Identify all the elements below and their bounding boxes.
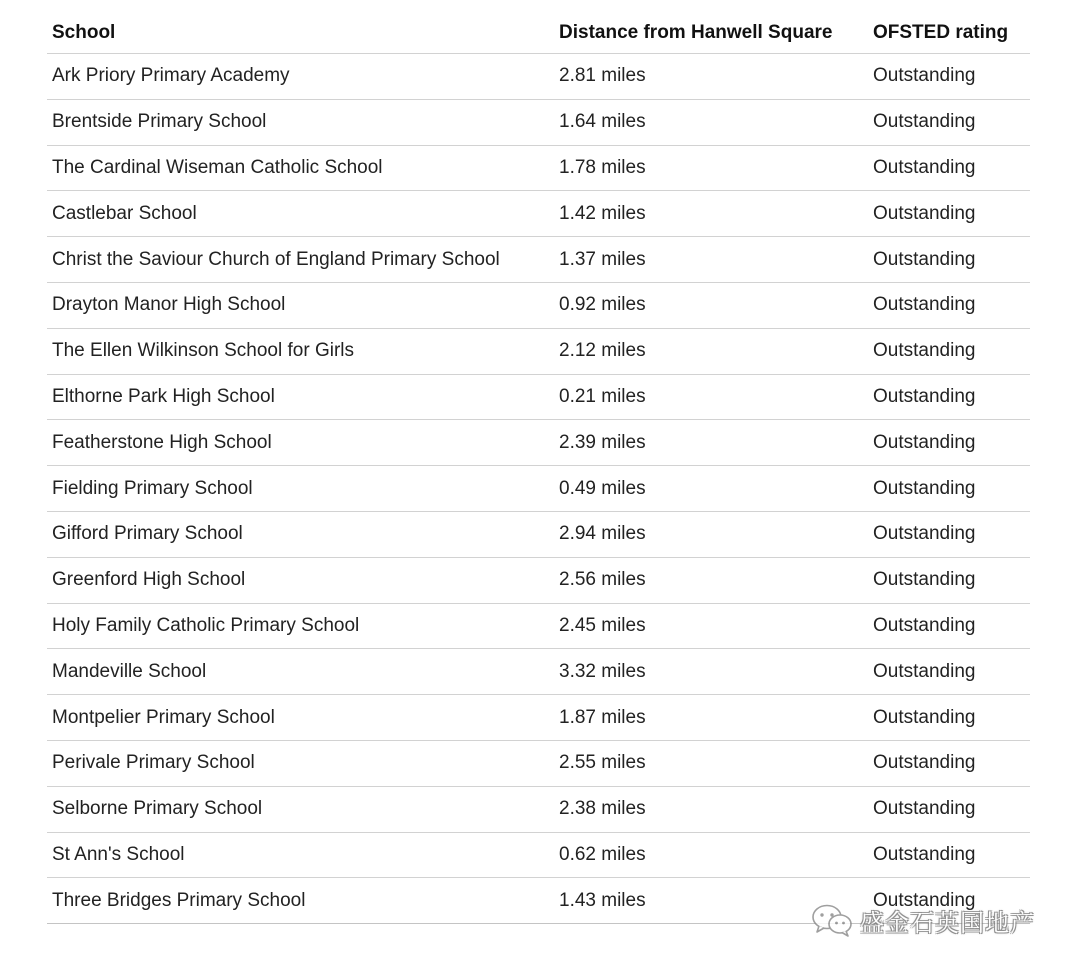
header-school: School [47,12,554,54]
cell-rating: Outstanding [868,282,1030,328]
cell-distance: 0.62 miles [554,832,868,878]
table-row [47,328,1030,374]
cell-rating: Outstanding [868,237,1030,283]
cell-school: Gifford Primary School [47,511,554,557]
cell-rating: Outstanding [868,54,1030,100]
table-row [47,557,1030,603]
cell-distance: 1.87 miles [554,695,868,741]
cell-distance: 2.39 miles [554,420,868,466]
table-row [47,511,1030,557]
cell-school: The Ellen Wilkinson School for Girls [47,328,554,374]
cell-school: The Cardinal Wiseman Catholic School [47,145,554,191]
cell-rating: Outstanding [868,466,1030,512]
cell-rating: Outstanding [868,374,1030,420]
cell-rating: Outstanding [868,420,1030,466]
cell-school: Three Bridges Primary School [47,878,554,924]
wechat-icon [810,902,854,938]
table-row [47,832,1030,878]
header-rating: OFSTED rating [868,12,1030,54]
cell-distance: 0.21 miles [554,374,868,420]
cell-school: Castlebar School [47,191,554,237]
cell-distance: 2.94 miles [554,511,868,557]
table-header [47,12,1030,54]
watermark-text: 盛金石英国地产 [860,908,1035,937]
header-distance: Distance from Hanwell Square [554,12,868,54]
table-row [47,649,1030,695]
school-table-container [47,12,1030,924]
cell-rating: Outstanding [868,832,1030,878]
cell-school: Montpelier Primary School [47,695,554,741]
table-row [47,237,1030,283]
table-row [47,145,1030,191]
cell-distance: 1.43 miles [554,878,868,924]
cell-distance: 1.42 miles [554,191,868,237]
table-row [47,374,1030,420]
cell-rating: Outstanding [868,511,1030,557]
watermark [810,902,1035,938]
cell-distance: 1.64 miles [554,99,868,145]
cell-school: St Ann's School [47,832,554,878]
cell-school: Mandeville School [47,649,554,695]
table-row [47,99,1030,145]
cell-distance: 2.45 miles [554,603,868,649]
cell-rating: Outstanding [868,603,1030,649]
cell-rating: Outstanding [868,878,1030,924]
cell-distance: 2.56 miles [554,557,868,603]
table-row [47,54,1030,100]
cell-school: Brentside Primary School [47,99,554,145]
header-row [47,12,1030,54]
cell-distance: 2.38 miles [554,786,868,832]
cell-school: Greenford High School [47,557,554,603]
cell-distance: 2.12 miles [554,328,868,374]
table-body [47,54,1030,924]
cell-distance: 2.55 miles [554,740,868,786]
cell-school: Selborne Primary School [47,786,554,832]
cell-school: Drayton Manor High School [47,282,554,328]
cell-school: Ark Priory Primary Academy [47,54,554,100]
table-row [47,695,1030,741]
table-row [47,191,1030,237]
cell-school: Perivale Primary School [47,740,554,786]
cell-school: Christ the Saviour Church of England Primary School [47,237,554,283]
cell-distance: 1.78 miles [554,145,868,191]
cell-distance: 2.81 miles [554,54,868,100]
cell-school: Holy Family Catholic Primary School [47,603,554,649]
table-row [47,282,1030,328]
cell-rating: Outstanding [868,740,1030,786]
cell-school: Featherstone High School [47,420,554,466]
school-table [47,12,1030,924]
cell-school: Elthorne Park High School [47,374,554,420]
cell-rating: Outstanding [868,786,1030,832]
table-row [47,420,1030,466]
cell-distance: 1.37 miles [554,237,868,283]
cell-rating: Outstanding [868,557,1030,603]
table-row [47,466,1030,512]
cell-rating: Outstanding [868,145,1030,191]
cell-rating: Outstanding [868,191,1030,237]
cell-distance: 0.92 miles [554,282,868,328]
cell-rating: Outstanding [868,695,1030,741]
cell-distance: 3.32 miles [554,649,868,695]
cell-school: Fielding Primary School [47,466,554,512]
cell-rating: Outstanding [868,328,1030,374]
cell-rating: Outstanding [868,99,1030,145]
table-row [47,740,1030,786]
table-row [47,603,1030,649]
table-row [47,786,1030,832]
cell-distance: 0.49 miles [554,466,868,512]
cell-rating: Outstanding [868,649,1030,695]
